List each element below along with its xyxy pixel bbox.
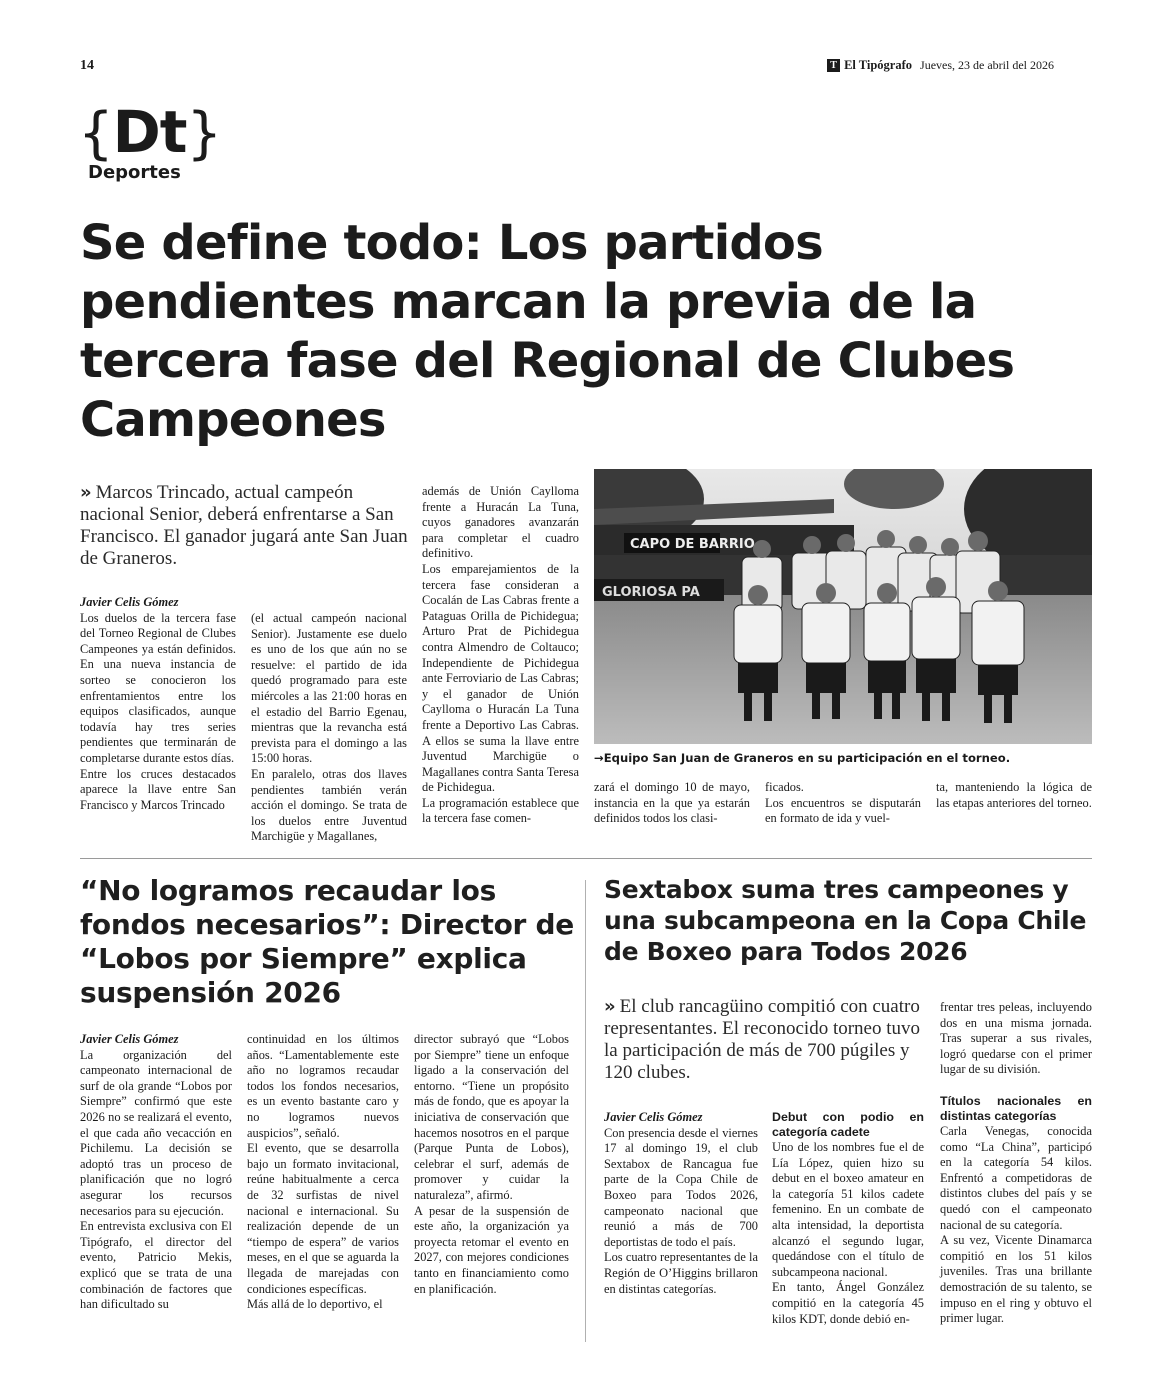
paragraph: En entrevista exclusiva con El Tipógrafo, el director del evento, Patricio Mekis, explicó que se trata de una combinación de factores que han dificultado su [80, 1219, 232, 1312]
paragraph: continuidad en los últimos años. “Lamentablemente este año no logramos recaudar todos los fondos necesarios, es un evento bastante caro y no logramos nuevos auspicios”, señaló. [247, 1032, 399, 1140]
paragraph: La programación establece que la tercera fase comen- [422, 795, 579, 826]
section-label: Deportes [88, 162, 181, 183]
newspaper-logo-icon: T [827, 59, 840, 72]
paragraph: Más allá de lo deportivo, el [247, 1297, 383, 1312]
section-code [78, 98, 222, 168]
article2-col-1 [80, 1032, 232, 1313]
article3-lead [604, 996, 924, 1084]
photo-banner-text: CAPO DE BARRIO [630, 537, 755, 552]
issue-date: Jueves, 23 de abril del 2026 [920, 58, 1054, 72]
paragraph: En paralelo, otras dos llaves pendientes también verán acción el domingo. Se trata de los duelos entre Juventud Marchigüe y Magallanes, [251, 766, 407, 844]
section-code-text: Dt [112, 98, 187, 166]
main-byline: Javier Celis Gómez [80, 595, 179, 609]
paragraph: Con presencia desde el viernes 17 al domingo 19, el club Sextabox de Rancagua fue parte de la Copa Chile de Boxeo para Todos 2026, campeonato nacional que reunió a más de 700 deportistas de todo el país. [604, 1125, 758, 1249]
main-col-3 [422, 484, 579, 827]
chevron-icon: » [604, 996, 616, 1017]
team-photo-graphic [594, 469, 1092, 744]
article3-byline: Javier Celis Gómez [604, 1110, 703, 1124]
brace-close: } [186, 101, 222, 166]
article2-byline: Javier Celis Gómez [80, 1032, 179, 1046]
section-brand [78, 98, 222, 183]
paragraph: En tanto, Ángel González compitió en la categoría 45 kilos KDT, donde debió en- [772, 1280, 924, 1326]
section-divider [80, 858, 1092, 859]
caption-arrow-icon: → [594, 751, 604, 765]
article3-col-3 [940, 1000, 1092, 1327]
newspaper-name: El Tipógrafo [844, 58, 913, 72]
paragraph: Los emparejamientos de la tercera fase consideran a Cocalán de Las Cabras frente a Pataguas Orilla de Pichidegua; Arturo Prat de Pichidegua contra Almendro de Coltauco; Independiente de Pichidegua ante Ferroviario de Las Cabras; y el ganador de Unión Caylloma o Huracán La Tuna frente a Deportivo Las Cabras. A ellos se suma la llave entre Juventud Marchigüe o Magallanes contra Santa Teresa de Pichidegua. [422, 561, 579, 795]
paragraph: Uno de los nombres fue el de Lía López, quien hizo su debut en el boxeo amateur en la categoría 51 kilos cadete femenino. En un combate de alta intensidad, la deportista alcanzó el segundo lugar, quedándose con el título de subcampeona nacional. [772, 1140, 924, 1279]
chevron-icon: » [80, 482, 92, 503]
paragraph: Entre los cruces destacados aparece la llave entre San Francisco y Marcos Trincado [80, 766, 236, 812]
main-lead [80, 482, 410, 570]
page-number: 14 [80, 58, 94, 73]
paragraph: ta, manteniendo la lógica de las etapas anteriores del torneo. [936, 780, 1092, 810]
paragraph: director subrayó que “Lobos por Siempre” tiene un enfoque ligado a la conservación del entorno. “Tiene un propósito más de fondo, que es apoyar la iniciativa de conservación que hacemos nosotros en el parque (Parque Punta de Lobos), celebrar el surf, además de promover y cuidar la naturaleza”, afirmó. [414, 1032, 569, 1202]
photo-banner2-text: GLORIOSA PA [602, 585, 700, 600]
article3-col-1 [604, 1110, 758, 1297]
main-col-1 [80, 595, 236, 813]
paragraph: ficados. [765, 780, 804, 794]
caption-text: Equipo San Juan de Graneros en su participación en el torneo. [603, 751, 1011, 765]
paragraph: Los cuatro representantes de la Región de O’Higgins brillaron en distintas categorías. [604, 1250, 758, 1296]
brace-open: { [78, 101, 113, 166]
main-lead-text: Marcos Trincado, actual campeón nacional Senior, deberá enfrentarse a San Francisco. El ganador jugará ante San Juan de Graneros. [80, 482, 408, 569]
paragraph: zará el domingo 10 de mayo, instancia en la que ya estarán definidos todos los clasi- [594, 780, 750, 826]
paragraph: frentar tres peleas, incluyendo dos en una misma jornada. Tras superar a sus rivales, logró quedarse con el primer lugar de su división. [940, 1000, 1092, 1077]
paragraph: A su vez, Vicente Dinamarca compitió en los 51 kilos juveniles. Tras una brillante demostración de su talento, se impuso en el ring y obtuvo el primer lugar. [940, 1233, 1092, 1326]
paragraph: La organización del campeonato internacional de surf de ola grande “Lobos por Siempre” confirmó que este 2026 no se realizará el evento, el que cada año vecacción en Pichilemu. La decisión se adoptó tras un proceso de planificación que no logró asegurar los recursos necesarios para su ejecución. [80, 1047, 232, 1218]
article3-subhead-1: Debut con podio en categoría cadete [772, 1110, 924, 1139]
paragraph: A pesar de la suspensión de este año, la organización ya proyecta retomar el evento en 2027, con mejores condiciones tanto en financiamiento como en planificación. [414, 1203, 569, 1296]
main-col-4 [594, 780, 750, 827]
article2-col-2 [247, 1032, 399, 1313]
paragraph: además de Unión Caylloma frente a Huracán La Tuna, cuyos ganadores avanzarán para completar el cuadro definitivo. [422, 484, 579, 561]
article3-col-2 [772, 1110, 924, 1327]
article3-lead-text: El club rancagüino compitió con cuatro representantes. El reconocido torneo tuvo la participación de más de 700 púgiles y 120 clubes. [604, 996, 921, 1083]
main-col-6 [936, 780, 1092, 811]
column-divider [585, 880, 586, 1342]
paragraph: El evento, que se desarrolla bajo un formato invitacional, reúne habitualmente a cerca de 32 surfistas de nivel nacional e internacional. Su realización depende de un “tiempo de espera” de varios meses, en el que se aguarda la llegada de marejadas con condiciones específicas. [247, 1141, 399, 1296]
photo-caption [594, 751, 1092, 765]
team-photo [594, 469, 1092, 744]
paragraph: (el actual campeón nacional Senior). Justamente ese duelo es uno de los que aún no se resuelve: el partido de ida quedó programado para este miércoles a las 21:00 horas en el estadio del Barrio Egenau, mientras que la revancha está prevista para el domingo a las 15:00 horas. [251, 611, 407, 766]
article2-headline: “No logramos recaudar los fondos necesarios”: Director de “Lobos por Siempre” explica suspensión 2026 [80, 874, 574, 1009]
paragraph: Los duelos de la tercera fase del Torneo Regional de Clubes Campeones ya están definidos. En una nueva instancia de sorteo se conocieron los enfrentamientos entre los equipos clasificados, aunque todavía hay tres series pendientes que terminarán de completarse durante estos días. [80, 610, 236, 765]
masthead [827, 58, 1054, 73]
main-col-2 [251, 611, 407, 845]
article2-col-3 [414, 1032, 569, 1297]
paragraph: Los encuentros se disputarán en formato de ida y vuel- [765, 795, 921, 826]
paragraph: Carla Venegas, conocida como “La China”, participó en la categoría 54 kilos. Enfrentó a competidoras de distintos clubes del país y se quedó con el campeonato nacional de su categoría. [940, 1123, 1092, 1232]
article3-subhead-2: Títulos nacionales en distintas categorías [940, 1093, 1092, 1123]
article3-headline: Sextabox suma tres campeones y una subcampeona en la Copa Chile de Boxeo para Todos 2026 [604, 875, 1087, 966]
main-headline: Se define todo: Los partidos pendientes marcan la previa de la tercera fase del Regional de Clubes Campeones [80, 215, 1015, 448]
main-col-5 [765, 780, 921, 827]
